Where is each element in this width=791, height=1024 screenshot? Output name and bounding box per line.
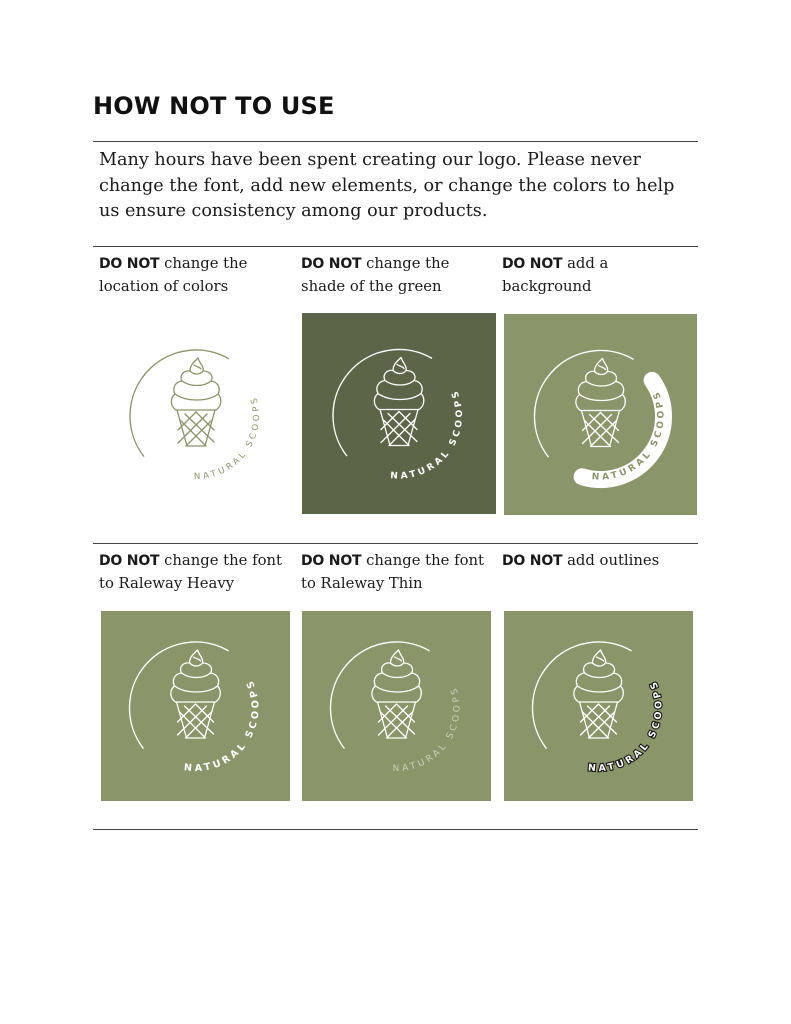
logo-with-text-background [504, 314, 697, 515]
ice-cream-cone-icon [171, 358, 220, 446]
logo-brand-text: NATURAL SCOOPS [392, 683, 463, 775]
page-title: HOW NOT TO USE [93, 92, 335, 120]
logo-swapped-colors [99, 312, 293, 516]
logo-brand-text: NATURAL SCOOPS [587, 677, 665, 775]
example-caption-raleway-heavy: DO NOT change the font to Raleway Heavy [99, 552, 282, 592]
logo-example-thin-font [302, 611, 491, 801]
logo-thin-font [302, 611, 491, 801]
intro-paragraph: Many hours have been spent creating our logo. Please never change the font, add new elements, or change the colors to help us ensure consistency among our products. [99, 150, 675, 221]
logo-brand-text: NATURAL SCOOPS [591, 387, 667, 483]
logo-example-text-background [504, 314, 697, 515]
logo-heavy-font [101, 611, 290, 801]
divider-row-1 [93, 246, 698, 247]
example-caption-add-background: DO NOT add a background [502, 255, 609, 295]
logo-example-wrong-colors [99, 312, 293, 516]
logo-brand-text: NATURAL SCOOPS [389, 386, 466, 482]
divider-row-2 [93, 543, 698, 544]
tile-background [302, 313, 496, 514]
example-caption-location-of-colors: DO NOT change the location of colors [99, 255, 248, 295]
example-caption-outlines: DO NOT add outlines [502, 552, 660, 569]
example-caption-shade-of-green: DO NOT change the shade of the green [301, 255, 450, 295]
logo-example-outlined-text [504, 611, 693, 801]
logo-dark-green-background [302, 313, 496, 514]
divider-top [93, 141, 698, 142]
logo-example-heavy-font [101, 611, 290, 801]
logo-example-dark-green [302, 313, 496, 514]
logo-outlined-text [504, 611, 693, 801]
example-caption-raleway-thin: DO NOT change the font to Raleway Thin [301, 552, 484, 592]
logo-brand-text: NATURAL SCOOPS [183, 676, 262, 775]
divider-bottom [93, 829, 698, 830]
logo-brand-text: NATURAL SCOOPS [193, 393, 263, 483]
